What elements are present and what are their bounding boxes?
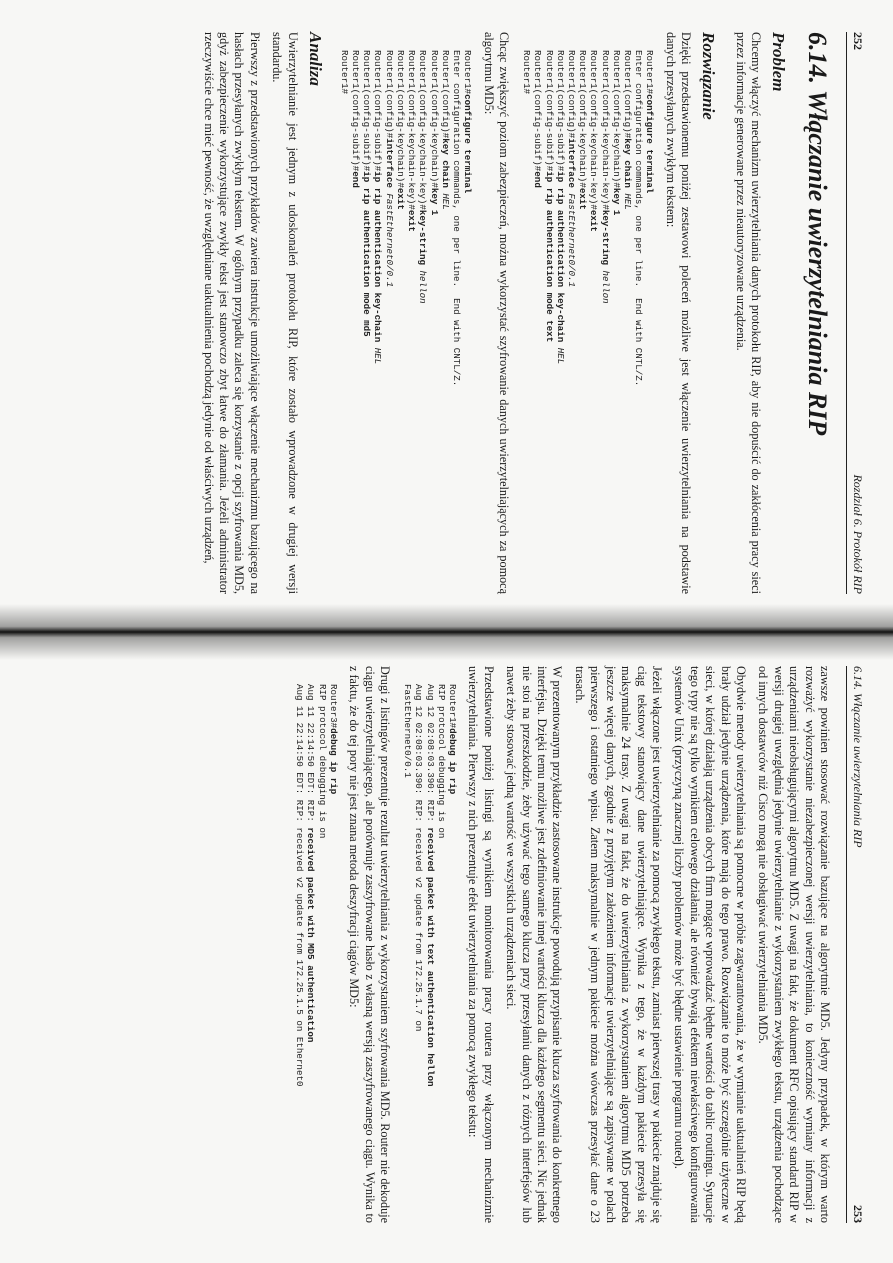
code-line: Router1(config-keychain)#key 1 bbox=[428, 50, 440, 216]
code-line: Router1(config-keychain-key)#key-string hellon bbox=[599, 50, 611, 304]
code-line: Router1(config-keychain-key)#exit bbox=[588, 50, 600, 232]
right-running-title: 6.14. Włączanie uwierzytelniania RIP bbox=[851, 666, 865, 848]
code-line: Aug 12 02:08:03.390: RIP: received v2 update from 172.25.1.7 on bbox=[413, 684, 425, 1032]
code-line: Router1(config)#interface FastEthernet0/0.1 bbox=[383, 50, 395, 288]
code-line: Router1(config)#key chain HEL bbox=[621, 50, 633, 210]
code-line: Router1(config-keychain)#key 1 bbox=[610, 50, 622, 216]
code-line: Enter configuration commands, one per line. End with CNTL/Z. bbox=[450, 50, 462, 387]
code-listing-plaintext bbox=[521, 50, 655, 594]
section-title: 6.14. Włączanie uwierzytelniania RIP bbox=[803, 32, 832, 436]
code-line: Router1(config-subif)#ip rip authentication mode md5 bbox=[361, 50, 373, 337]
code-line: Router1# bbox=[521, 50, 533, 95]
analysis-paragraph-2: Pierwszy z przedstawionych przykładów zawiera instrukcje umożliwiające włączenie mechanizmu bazującego na hasłach przesyłanych zwykłym tekstem. W ogólnym przypadku zaleca się korzystanie z opcji szyfrowania MD5, gdyż zabezpieczenie wykorzystujące zwykły tekst jest stanowczo zbyt łatwe do złamania. Jeżeli administrator rzeczywiście chce mieć pewność, że uwzględniane uaktualnienia pochodzą jedynie od właściwych urządzeń, bbox=[201, 32, 262, 594]
problem-text: Chcemy włączyć mechanizm uwierzytelniania danych protokołu RIP, aby nie dopuścić do zakłócenia pracy sieci przez informacje generowane przez nieautoryzowane urządzenia. bbox=[733, 32, 763, 594]
left-running-head bbox=[846, 32, 865, 594]
right-page-number: 253 bbox=[851, 1205, 865, 1223]
code-line: Router1# bbox=[338, 50, 350, 95]
body-paragraph-5: Przedstawione poniżej listingi są wynikiem monitorowania pracy routera przy włączonym mechanizmie uwierzytelniania. Pierwszy z nich prezentuje efekt uwierzytelniania za pomocą zwykłego tekstu: bbox=[466, 666, 496, 1223]
debug-listing-text-auth bbox=[402, 684, 458, 1223]
code-line: Aug 11 22:14:50 EDT: RIP: received packet with MD5 authentication bbox=[305, 684, 317, 1043]
body-paragraph-6: Drugi z listingów prezentuje rezultat uwierzytelniania z wykorzystaniem szyfrowania MD5. Router nie dekoduje ciągu uwierzytelniającego, ale porównuje zaszyfrowane hasło z własną wersją zaszyfrowanego ciągu. Wynika to z faktu, że do tej pory nie jest znana metoda deszyfracji ciągów MD5: bbox=[347, 666, 393, 1223]
code-line: Router1(config-keychain-key)#exit bbox=[406, 50, 418, 232]
analysis-paragraph-1: Uwierzytelnianie jest jednym z udoskonaleń protokołu RIP, które zostało wprowadzone w drugiej wersji standardu. bbox=[270, 32, 300, 594]
md5-intro-text: Chcąc zwiększyć poziom zabezpieczeń, można wykorzystać szyfrowanie danych uwierzytelniających za pomocą algorytmu MD5: bbox=[481, 32, 511, 594]
left-page-number: 252 bbox=[851, 32, 865, 50]
code-line: Router1(config-subif)#ip rip authentication key-chain HEL bbox=[554, 50, 566, 365]
code-line: Router1(config-subif)#ip rip authentication mode text bbox=[543, 50, 555, 343]
body-paragraph-2: Obydwie metody uwierzytelniania są pomocne w próbie zagwarantowania, że w wymianie uaktualnień RIP będą brały udział jedynie urządzenia, które mają do tego prawo. Rozwiązanie to może być szczególnie użyteczne w sieci, w której działają urządzenia obcych firm mogące wprowadzać błędne wartości do tablic routingu. Sytuacje tego typy nie są tylko wynikiem celowego działania, ale również bywają efektem niewłaściwego konfigurowania systemów Unix (przyczyną znacznej liczby problemów może być błędne ustawienie programu routed). bbox=[672, 666, 748, 1223]
code-line: Router1(config-subif)#end bbox=[532, 50, 544, 188]
solution-heading: Rozwiązanie bbox=[699, 32, 719, 120]
problem-heading: Problem bbox=[769, 32, 788, 92]
body-paragraph-1: zawsze powinien stosować rozwiązanie bazujące na algorytmie MD5. Jedyny przypadek, w którym warto rozważyć wykorzystanie niezabezpieczonej wersji uwierzytelniania, to konieczność wymiany informacji z urządzeniami nieobsługującymi algorytmu MD5. Z uwagi na fakt, że dokument RFC opisujący standard RIP w wersji drugiej uwzględnia jedynie uwierzytelnianie z wykorzystaniem zwykłego tekstu, urządzenia pochodzące od innych dostawców niż Cisco mogą nie obsługiwać uwierzytelniania MD5. bbox=[756, 666, 832, 1223]
left-running-title: Rozdział 6. Protokół RIP bbox=[851, 474, 865, 594]
code-line: Router1(config-keychain)#exit bbox=[394, 50, 406, 210]
code-line: Router3#debug ip rip bbox=[327, 684, 339, 795]
code-line: Router1#configure terminal bbox=[462, 50, 474, 194]
code-listing-md5 bbox=[339, 50, 473, 594]
code-line: Router1(config)#interface FastEthernet0/0.1 bbox=[565, 50, 577, 288]
right-page bbox=[0, 640, 893, 1263]
code-line: Aug 11 22:14:50 EDT: RIP: received v2 update from 172.25.1.5 on Ethernet0 bbox=[294, 684, 306, 1087]
body-paragraph-4: W prezentowanym przykładzie zastosowane instrukcje powodują przypisanie klucza szyfrowania do konkretnego interfejsu. Dzięki temu możliwe jest zdefiniowanie innej wartości klucza dla każdego segmentu sieci. Nic jednak nie stoi na przeszkodzie, żeby używać tego samego klucza przy przesyłaniu danych z różnych interfejsów lub nawet żeby stosować jedną wartość we wszystkich urządzeniach sieci. bbox=[504, 666, 565, 1223]
solution-text: Dzięki przedstawionemu poniżej zestawowi poleceń możliwe jest włączenie uwierzytelniania na podstawie danych przesyłanych zwykłym tekstem: bbox=[663, 32, 694, 594]
code-line: Enter configuration commands, one per line. End with CNTL/Z. bbox=[633, 50, 645, 387]
code-line: FastEthernet0/0.1 bbox=[402, 684, 414, 778]
code-line: Router1(config-keychain)#exit bbox=[577, 50, 589, 210]
code-line: Router1(config)#key chain HEL bbox=[439, 50, 451, 210]
analysis-heading: Analiza bbox=[305, 32, 325, 86]
left-page bbox=[0, 0, 893, 620]
code-line: Router1(config-subif)#end bbox=[350, 50, 362, 188]
debug-listing-md5-auth bbox=[294, 684, 339, 1223]
code-line: Router1(config-keychain-key)#key-string hellon bbox=[417, 50, 429, 304]
code-line: Router1#debug ip rip bbox=[447, 684, 459, 795]
code-line: Router1#configure terminal bbox=[644, 50, 656, 194]
code-line: Aug 12 02:08:03.390: RIP: received packet with text authentication hellon bbox=[424, 684, 436, 1087]
body-paragraph-3: Jeżeli włączone jest uwierzytelnianie za pomocą zwykłego tekstu, zamiast pierwszej trasy w pakiecie znajduje się ciąg tekstowy stanowiący dane uwierzytelniające. Wynika z tego, że w każdym pakiecie przesyła się maksymalnie 24 trasy. Z uwagi na fakt, że do uwierzytelniania z wykorzystaniem algorytmu MD5 potrzeba jeszcze więcej danych, zgodnie z przyjętym założeniem informacje uwierzytelniające są zapisywane w polach pierwszego i ostatniego wpisu. Zatem maksymalnie w jednym pakiecie można wówczas przesyłać dane o 23 trasach. bbox=[572, 666, 664, 1223]
right-running-head bbox=[846, 666, 865, 1223]
code-line: RIP protocol debugging is on bbox=[316, 684, 328, 839]
code-line: RIP protocol debugging is on bbox=[435, 684, 447, 839]
code-line: Router1(config-subif)#ip rip authentication key-chain HEL bbox=[372, 50, 384, 365]
